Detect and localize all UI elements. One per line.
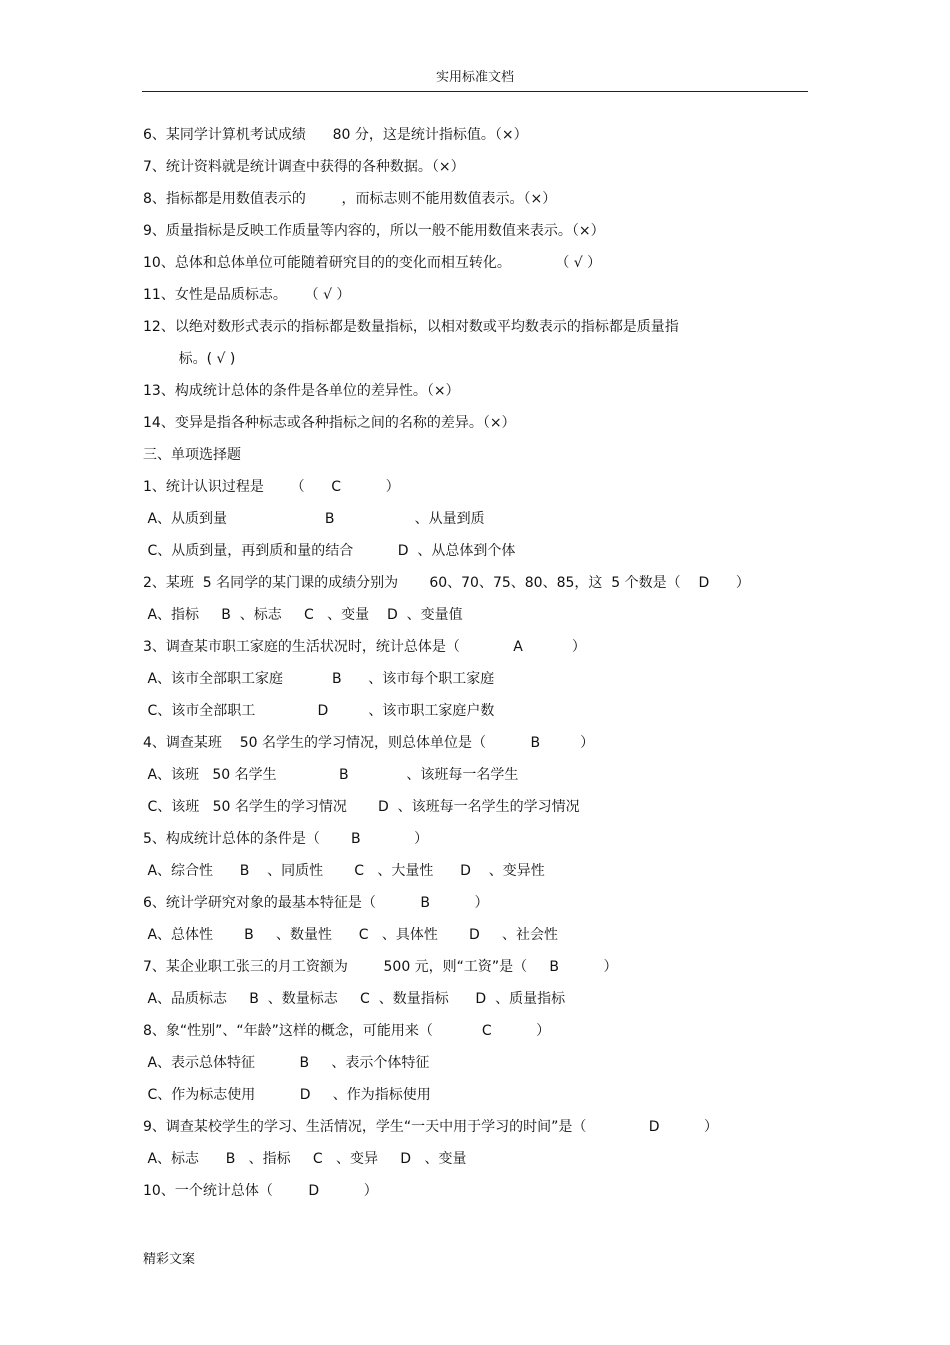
option-line: A、综合性 B 、同质性 C 、大量性 D 、变异性: [143, 863, 545, 879]
option-line: A、总体性 B 、数量性 C 、具体性 D 、社会性: [143, 927, 559, 943]
option-line: A、指标 B 、标志 C 、变量 D 、变量值: [143, 607, 463, 623]
text-line: 13、构成统计总体的条件是各单位的差异性。（×）: [143, 383, 460, 399]
question-line: 5、构成统计总体的条件是（ B ）: [143, 831, 429, 847]
option-line: A、从质到量 B 、从量到质: [143, 511, 485, 527]
text-line: 12、以绝对数形式表示的指标都是数量指标，以相对数或平均数表示的指标都是质量指: [143, 319, 679, 335]
section-heading: 三、单项选择题: [143, 447, 241, 463]
question-line: 8、象“性别”、“年龄”这样的概念，可能用来（ C ）: [143, 1023, 551, 1039]
option-line: A、该市全部职工家庭 B 、该市每个职工家庭: [143, 671, 495, 687]
question-line: 7、某企业职工张三的月工资额为 500 元，则“工资”是（ B ）: [143, 959, 618, 975]
question-line: 4、调查某班 50 名学生的学习情况，则总体单位是（ B ）: [143, 735, 595, 751]
text-line: 11、女性是品质标志。 （ √ ）: [143, 287, 351, 303]
header-divider: [142, 91, 808, 92]
text-line: 10、总体和总体单位可能随着研究目的的变化而相互转化。 （ √ ）: [143, 255, 602, 271]
page-footer-text: 精彩文案: [143, 1252, 196, 1267]
text-line: 7、统计资料就是统计调查中获得的各种数据。（×）: [143, 159, 465, 175]
option-line: C、该市全部职工 D 、该市职工家庭户数: [143, 703, 495, 719]
option-line: A、表示总体特征 B 、表示个体特征: [143, 1055, 430, 1071]
option-line: A、标志 B 、指标 C 、变异 D 、变量: [143, 1151, 467, 1167]
question-line: 2、某班 5 名同学的某门课的成绩分别为 60、70、75、80、85，这 5 个数是（ D ）: [143, 575, 750, 591]
option-line: C、作为标志使用 D 、作为指标使用: [143, 1087, 431, 1103]
question-line: 1、统计认识过程是 （ C ）: [143, 479, 400, 495]
page-header-title: 实用标准文档: [435, 70, 514, 85]
question-line: 6、统计学研究对象的最基本特征是（ B ）: [143, 895, 489, 911]
option-line: C、从质到量，再到质和量的结合 D 、从总体到个体: [143, 543, 516, 559]
text-line: 标。( √ ): [143, 351, 236, 367]
text-line: 6、某同学计算机考试成绩 80 分，这是统计指标值。（×）: [143, 127, 528, 143]
text-line: 8、指标都是用数值表示的 ，而标志则不能用数值表示。（×）: [143, 191, 557, 207]
option-line: C、该班 50 名学生的学习情况 D 、该班每一名学生的学习情况: [143, 799, 580, 815]
question-line: 10、一个统计总体（ D ）: [143, 1183, 378, 1199]
option-line: A、该班 50 名学生 B 、该班每一名学生: [143, 767, 519, 783]
option-line: A、品质标志 B 、数量标志 C 、数量指标 D 、质量指标: [143, 991, 566, 1007]
question-line: 9、调查某校学生的学习、生活情况，学生“一天中用于学习的时间”是（ D ）: [143, 1119, 718, 1135]
question-line: 3、调查某市职工家庭的生活状况时，统计总体是（ A ）: [143, 639, 586, 655]
text-line: 9、质量指标是反映工作质量等内容的，所以一般不能用数值来表示。（×）: [143, 223, 605, 239]
text-line: 14、变异是指各种标志或各种指标之间的名称的差异。（×）: [143, 415, 516, 431]
